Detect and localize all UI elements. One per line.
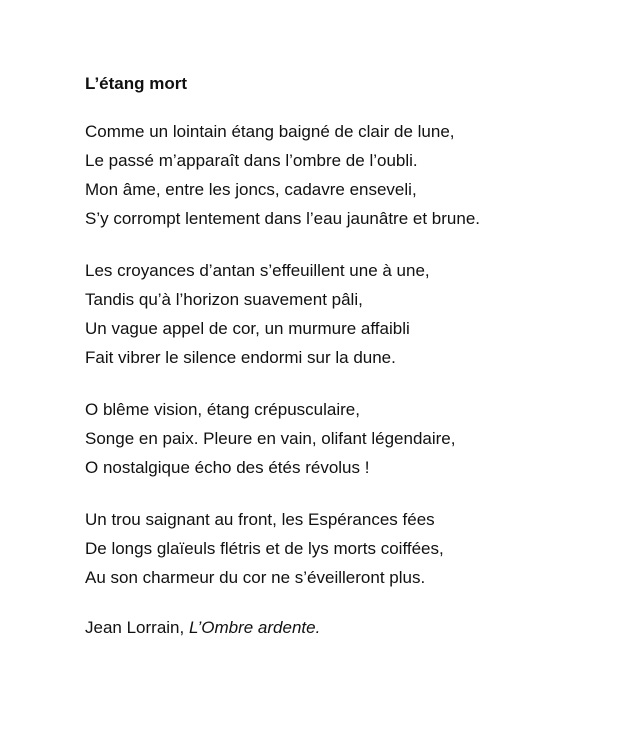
stanza-4 <box>85 505 605 592</box>
verse-line: Tandis qu’à l’horizon suavement pâli, <box>85 290 363 309</box>
stanza-1 <box>85 117 605 233</box>
verse-line: Mon âme, entre les joncs, cadavre enseveli, <box>85 180 417 199</box>
verse-line: Le passé m’apparaît dans l’ombre de l’oubli. <box>85 151 418 170</box>
verse-line: S’y corrompt lentement dans l’eau jaunâtre et brune. <box>85 209 481 228</box>
stanza-2 <box>85 256 605 372</box>
verse-line: Au son charmeur du cor ne s’éveilleront plus. <box>85 568 426 587</box>
verse-line: Fait vibrer le silence endormi sur la dune. <box>85 348 396 367</box>
attribution-author: Jean Lorrain, <box>85 618 189 637</box>
stanza-3 <box>85 395 605 482</box>
verse-line: Songe en paix. Pleure en vain, olifant légendaire, <box>85 429 456 448</box>
verse-line: Comme un lointain étang baigné de clair de lune, <box>85 122 455 141</box>
verse-line: O nostalgique écho des étés révolus ! <box>85 458 370 477</box>
verse-line: O blême vision, étang crépusculaire, <box>85 400 360 419</box>
verse-line: Les croyances d’antan s’effeuillent une à une, <box>85 261 430 280</box>
attribution-work-title: L’Ombre ardente. <box>188 618 321 637</box>
poem-title: L’étang mort <box>85 74 188 93</box>
verse-line: De longs glaïeuls flétris et de lys morts coiffées, <box>85 539 444 558</box>
verse-line: Un vague appel de cor, un murmure affaibli <box>85 319 410 338</box>
poem-container <box>85 72 605 615</box>
attribution <box>85 616 320 640</box>
verse-line: Un trou saignant au front, les Espérances fées <box>85 510 435 529</box>
